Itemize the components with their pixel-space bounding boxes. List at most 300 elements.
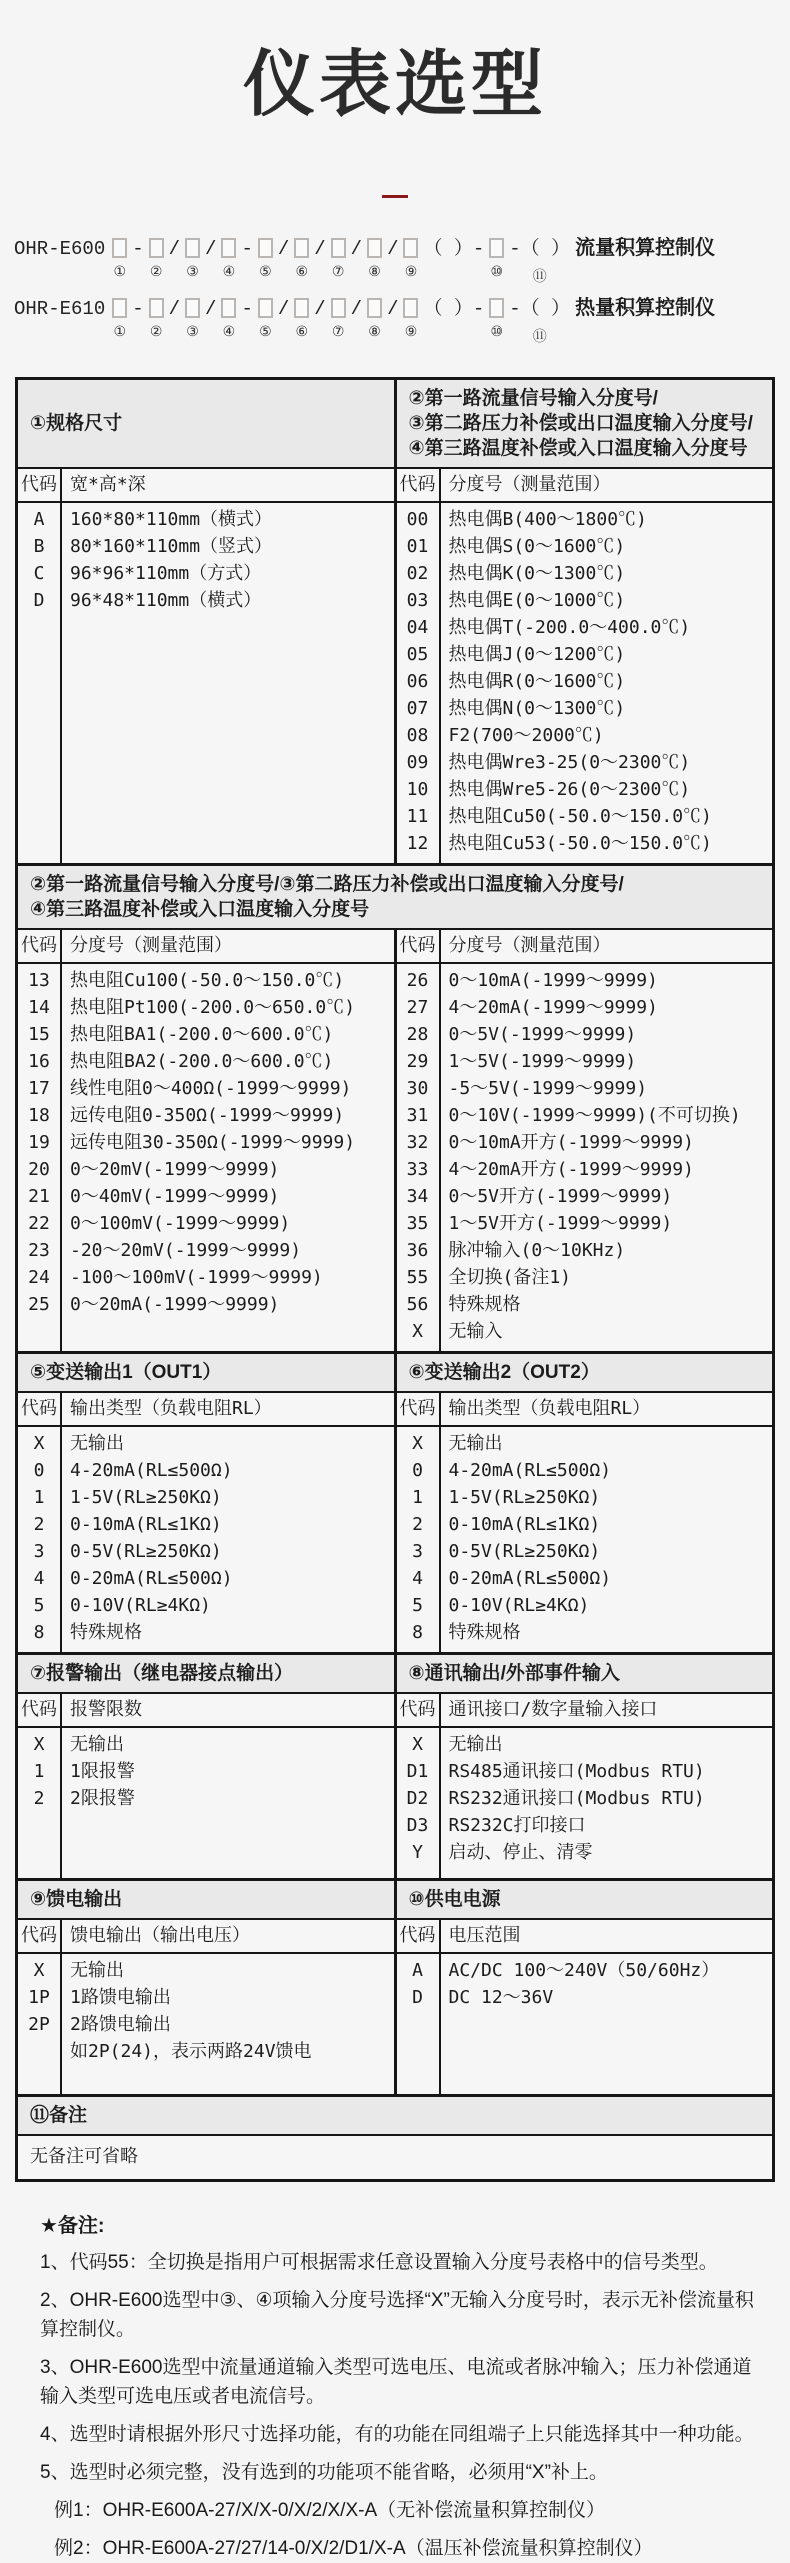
desc-column: [62, 1954, 394, 2094]
code-column-header: 代码: [18, 1694, 62, 1726]
code-cell: 23: [28, 1239, 50, 1261]
sub-header-half: [18, 469, 394, 501]
model-box-token: [363, 236, 386, 287]
notes-items: [40, 2248, 754, 2563]
model-line: [14, 236, 782, 287]
model-sep-token: [277, 296, 290, 347]
desc-column-header: 馈电输出（输出电压）: [70, 1924, 250, 1946]
desc-cell: 热电阻BA1(-200.0～600.0℃): [70, 1023, 334, 1045]
code-column: [18, 1728, 62, 1878]
desc-cell: 热电阻Cu53(-50.0～150.0℃): [448, 832, 712, 854]
desc-cell: 0～10V(-1999～9999)(不可切换): [448, 1104, 741, 1126]
code-cell: 01: [406, 535, 429, 557]
code-cell: 32: [406, 1131, 429, 1153]
desc-column: [441, 1427, 773, 1652]
section-header-text: [394, 1354, 773, 1391]
desc-cell: 0-10V(RL≥4KΩ): [70, 1594, 211, 1616]
code-cell: 36: [406, 1239, 429, 1261]
option-box: [185, 298, 200, 318]
code-column: [18, 964, 62, 1351]
circled-index: ②: [149, 263, 163, 280]
separator-text: -: [241, 297, 253, 320]
separator-text: /: [350, 237, 363, 260]
circled-index: [245, 268, 249, 287]
desc-cell: 4～20mA开方(-1999～9999): [448, 1158, 694, 1180]
circled-index: ③: [186, 323, 199, 340]
header-line: ⑩供电电源: [408, 1888, 501, 1910]
sub-header: [18, 930, 772, 964]
code-cell: 07: [406, 697, 429, 719]
sub-header-half: [394, 1920, 773, 1952]
model-box-token: [254, 236, 277, 287]
circled-index: [452, 268, 456, 287]
code-cell: 2P: [28, 2013, 50, 2035]
note-item: 4、选型时请根据外形尺寸选择功能，有的功能在同组端子上只能选择其中一种功能。: [40, 2423, 754, 2445]
code-cell: A: [33, 508, 45, 530]
data-half: [394, 1954, 773, 2094]
desc-cell: AC/DC 100～240V（50/60Hz）: [448, 1959, 720, 1981]
code-cell: 4: [33, 1567, 45, 1589]
desc-cell: 无输出: [448, 1432, 503, 1454]
circled-index: ⑥: [295, 263, 309, 280]
header-line: ⑤变送输出1（OUT1）: [30, 1361, 222, 1383]
option-box: [331, 238, 346, 258]
code-cell: 22: [28, 1212, 50, 1234]
code-column: [397, 1427, 441, 1652]
desc-cell: 如2P(24)，表示两路24V馈电: [70, 2040, 312, 2062]
desc-column-header: 通讯接口/数字量输入接口: [448, 1698, 658, 1720]
code-column: [397, 503, 441, 863]
code-cell: X: [33, 1733, 45, 1755]
code-column-header: 代码: [18, 1393, 62, 1425]
desc-cell: 热电偶B(400～1800℃): [448, 508, 647, 530]
desc-cell: 1-5V(RL≥250KΩ): [70, 1486, 222, 1508]
code-cell: 25: [28, 1293, 50, 1315]
separator-text: -: [241, 237, 253, 260]
desc-cell: DC 12～36V: [448, 1986, 554, 2008]
separator-text: -（ ）: [509, 237, 571, 260]
desc-cell: 1～5V开方(-1999～9999): [448, 1212, 673, 1234]
desc-cell: 热电阻Cu100(-50.0～150.0℃): [70, 969, 345, 991]
data-rows: [18, 1954, 772, 2094]
option-box: [489, 238, 504, 258]
section-header: [18, 380, 772, 469]
code-cell: B: [33, 535, 45, 557]
model-sep-token: [508, 296, 571, 347]
separator-text: /: [168, 237, 181, 260]
sub-header-half: [394, 469, 773, 501]
code-cell: 8: [412, 1621, 423, 1643]
note-item: 2、OHR-E600选型中③、④项输入分度号选择“X”无输入分度号时，表示无补偿流量积算控制仪。: [40, 2289, 754, 2340]
notes: [40, 2212, 754, 2563]
circled-index: ⑧: [368, 323, 381, 340]
model-sep-token: [240, 296, 253, 347]
separator-text: /: [350, 297, 363, 320]
desc-cell: 2限报警: [70, 1787, 135, 1809]
code-cell: [18, 2038, 60, 2065]
desc-column: [62, 1427, 394, 1652]
section-header-text: [18, 1881, 394, 1918]
table-section: [18, 863, 772, 1351]
code-cell: 11: [406, 805, 429, 827]
desc-cell: 0～5V(-1999～9999): [448, 1023, 637, 1045]
circled-index: [318, 328, 322, 347]
header-line: ⑦报警输出（继电器接点输出）: [30, 1662, 294, 1684]
sub-header-half: [18, 930, 394, 962]
code-column-header: 代码: [397, 930, 441, 962]
code-cell: 00: [406, 508, 429, 530]
code-column-header: 代码: [18, 469, 62, 501]
model-tokens: [108, 236, 571, 287]
desc-cell: 0～40mV(-1999～9999): [70, 1185, 280, 1207]
model-code: OHR-E600: [14, 237, 106, 260]
circled-index: ⑥: [295, 323, 309, 340]
desc-column-header: 电压范围: [448, 1924, 521, 1946]
circled-index: ⑪: [532, 268, 547, 285]
circled-index: [172, 268, 176, 287]
code-cell: X: [412, 1733, 423, 1755]
sub-header: [18, 1920, 772, 1954]
option-box: [403, 238, 418, 258]
data-half: [394, 503, 773, 863]
section-header-text: [394, 380, 773, 467]
code-cell: D: [33, 589, 45, 611]
remark-row: 无备注可省略: [30, 2145, 138, 2167]
separator-text: /: [387, 237, 399, 260]
separator-text: （ ）-: [423, 237, 485, 260]
model-sep-token: [422, 296, 485, 347]
desc-cell: 0～20mV(-1999～9999): [70, 1158, 280, 1180]
header-line: ②第一路流量信号输入分度号/: [408, 387, 658, 409]
separator-text: /: [387, 297, 399, 320]
desc-cell: 热电偶Wre5-26(0～2300℃): [448, 778, 691, 800]
sub-header: [18, 469, 772, 503]
option-box: [294, 238, 309, 258]
circled-index: ①: [113, 323, 126, 340]
code-cell: 2: [33, 1513, 45, 1535]
option-box: [367, 238, 382, 258]
header-line: ⑪备注: [30, 2104, 88, 2126]
code-cell: 14: [28, 996, 50, 1018]
header-line: ④第三路温度补偿或入口温度输入分度号: [408, 437, 748, 459]
section-header: [18, 2097, 772, 2136]
model-box-token: [181, 296, 204, 347]
option-box: [112, 238, 127, 258]
desc-column: [441, 1954, 773, 2094]
option-box: [403, 298, 418, 318]
separator-text: -: [132, 297, 144, 320]
desc-cell: RS232通讯接口(Modbus RTU): [448, 1787, 705, 1809]
separator-text: /: [277, 237, 290, 260]
code-cell: 1P: [28, 1986, 50, 2008]
section-header-text: [18, 1354, 394, 1391]
header-line: ④第三路温度补偿或入口温度输入分度号: [30, 898, 370, 920]
sub-header-half: [394, 1694, 773, 1726]
data-half: [394, 1427, 773, 1652]
circled-index: [136, 328, 140, 347]
code-cell: 0: [33, 1459, 45, 1481]
separator-text: /: [277, 297, 290, 320]
desc-cell: 无输入: [448, 1320, 503, 1342]
desc-cell: 特殊规格: [448, 1621, 521, 1643]
code-cell: X: [412, 1432, 423, 1454]
code-cell: 0: [412, 1459, 423, 1481]
data-half: [394, 964, 773, 1351]
desc-cell: 热电偶T(-200.0～400.0℃): [448, 616, 691, 638]
data-half: [394, 1728, 773, 1878]
model-box-token: [108, 296, 131, 347]
desc-cell: 4-20mA(RL≤500Ω): [70, 1459, 233, 1481]
header-line: ②第一路流量信号输入分度号/③第二路压力补偿或出口温度输入分度号/: [30, 873, 624, 895]
section-header: [18, 866, 772, 930]
code-column: [18, 503, 62, 863]
code-column: [397, 1954, 441, 2094]
model-sep-token: [313, 296, 326, 347]
code-column: [18, 1954, 62, 2094]
circled-index: ①: [113, 263, 126, 280]
circled-index: ⑦: [331, 323, 345, 340]
page-title: 仪表选型: [242, 45, 547, 125]
code-cell: 06: [406, 670, 429, 692]
code-cell: 31: [406, 1104, 429, 1126]
desc-cell: 热电偶J(0～1200℃): [448, 643, 626, 665]
code-cell: C: [33, 562, 45, 584]
sub-header-half: [394, 1393, 773, 1425]
code-cell: 13: [28, 969, 50, 991]
data-rows: [18, 1427, 772, 1652]
section-header-text: [18, 1655, 394, 1692]
circled-index: [209, 328, 213, 347]
separator-text: /: [314, 297, 326, 320]
circled-index: ⑩: [490, 263, 504, 280]
code-cell: 8: [33, 1621, 45, 1643]
separator-text: /: [205, 237, 217, 260]
desc-cell: 热电阻Cu50(-50.0～150.0℃): [448, 805, 712, 827]
model-sep-token: [350, 236, 363, 287]
header-line: ⑨馈电输出: [30, 1888, 123, 1910]
code-cell: 5: [412, 1594, 423, 1616]
model-box-token: [290, 236, 313, 287]
code-cell: 5: [33, 1594, 45, 1616]
table-section: [18, 2094, 772, 2179]
code-cell: 30: [406, 1077, 429, 1099]
desc-cell: 1限报警: [70, 1760, 135, 1782]
desc-cell: 0～10mA(-1999～9999): [448, 969, 658, 991]
code-cell: 19: [28, 1131, 50, 1153]
data-half: [18, 1427, 394, 1652]
code-cell: 12: [406, 832, 429, 854]
data-rows: [18, 503, 772, 863]
desc-cell: 0-10mA(RL≤1KΩ): [448, 1513, 601, 1535]
desc-cell: 热电阻Pt100(-200.0～650.0℃): [70, 996, 356, 1018]
desc-column-header: 分度号（测量范围）: [448, 934, 611, 956]
section-header: [18, 1655, 772, 1694]
model-sep-token: [204, 296, 217, 347]
desc-cell: 热电阻BA2(-200.0～600.0℃): [70, 1050, 334, 1072]
desc-cell: 80*160*110mm（竖式）: [70, 535, 273, 557]
code-cell: 27: [406, 996, 429, 1018]
code-cell: 26: [406, 969, 429, 991]
model-sep-token: [131, 296, 144, 347]
model-tokens: [108, 296, 571, 347]
circled-index: ④: [222, 323, 236, 340]
sub-header-half: [18, 1920, 394, 1952]
code-column: [397, 1728, 441, 1878]
desc-cell: 0～5V开方(-1999～9999): [448, 1185, 673, 1207]
note-example: 例2：OHR-E600A-27/27/14-0/X/2/D1/X-A（温压补偿流量积算控制仪）: [54, 2537, 653, 2559]
notes-heading: ★备注:: [40, 2214, 105, 2237]
sub-header: [18, 1694, 772, 1728]
code-cell: 35: [406, 1212, 429, 1234]
circled-index: [391, 268, 395, 287]
note-item: 1、代码55：全切换是指用户可根据需求任意设置输入分度号表格中的信号类型。: [40, 2251, 718, 2273]
desc-cell: 96*96*110mm（方式）: [70, 562, 262, 584]
code-cell: 1: [412, 1486, 423, 1508]
table-section: [18, 1351, 772, 1652]
circled-index: [354, 268, 358, 287]
code-cell: 2: [412, 1513, 423, 1535]
code-cell: D2: [406, 1787, 429, 1809]
desc-cell: 脉冲输入(0～10KHz): [448, 1239, 626, 1261]
circled-index: [318, 268, 322, 287]
model-sep-token: [204, 236, 217, 287]
sub-header-half: [18, 1393, 394, 1425]
desc-cell: 热电偶S(0～1600℃): [448, 535, 626, 557]
option-box: [489, 298, 504, 318]
model-box-token: [145, 296, 168, 347]
desc-column-header: 分度号（测量范围）: [448, 473, 611, 495]
circled-index: [391, 328, 395, 347]
data-half: [18, 964, 394, 1351]
code-cell: 33: [406, 1158, 429, 1180]
model-sep-token: [508, 236, 571, 287]
code-cell: 05: [406, 643, 429, 665]
option-box: [258, 238, 273, 258]
separator-text: /: [205, 297, 217, 320]
model-lines: [14, 236, 782, 347]
model-sep-token: [422, 236, 485, 287]
option-box: [149, 298, 164, 318]
desc-column-header: 宽*高*深: [70, 473, 146, 495]
section-header: [18, 1881, 772, 1920]
desc-cell: 0-10V(RL≥4KΩ): [448, 1594, 590, 1616]
desc-cell: 0-5V(RL≥250KΩ): [70, 1540, 222, 1562]
code-cell: 3: [412, 1540, 423, 1562]
model-sep-token: [240, 236, 253, 287]
model-sep-token: [386, 236, 399, 287]
desc-cell: 热电偶K(0～1300℃): [448, 562, 626, 584]
code-cell: 20: [28, 1158, 50, 1180]
model-box-token: [108, 236, 131, 287]
code-cell: 29: [406, 1050, 429, 1072]
desc-column: [62, 964, 394, 1351]
desc-cell: 无输出: [70, 1432, 124, 1454]
code-cell: 28: [406, 1023, 429, 1045]
option-box: [258, 298, 273, 318]
desc-cell: RS485通讯接口(Modbus RTU): [448, 1760, 705, 1782]
model-sep-token: [168, 236, 181, 287]
code-cell: X: [33, 1432, 45, 1454]
model-description: 热量积算控制仪: [575, 297, 716, 321]
separator-text: /: [168, 297, 181, 320]
desc-cell: RS232C打印接口: [448, 1814, 586, 1836]
code-cell: Y: [412, 1841, 423, 1863]
desc-cell: 线性电阻0～400Ω(-1999～9999): [70, 1077, 352, 1099]
option-box: [367, 298, 382, 318]
circled-index: [172, 328, 176, 347]
code-cell: 3: [33, 1540, 45, 1562]
desc-cell: 无输出: [448, 1733, 503, 1755]
model-box-token: [327, 236, 350, 287]
code-cell: 04: [406, 616, 429, 638]
header-line: ⑧通讯输出/外部事件输入: [408, 1662, 620, 1684]
code-cell: 16: [28, 1050, 50, 1072]
circled-index: ⑦: [331, 263, 345, 280]
desc-cell: 0～100mV(-1999～9999): [70, 1212, 291, 1234]
note-item: 5、选型时必须完整，没有选到的功能项不能省略，必须用“X”补上。: [40, 2461, 608, 2483]
circled-index: [281, 328, 285, 347]
circled-index: ⑪: [532, 328, 547, 345]
header-line: ③第二路压力补偿或出口温度输入分度号/: [408, 412, 753, 434]
model-box-token: [485, 236, 508, 287]
sub-header-half: [18, 1694, 394, 1726]
model-box-token: [217, 296, 240, 347]
desc-cell: 0-20mA(RL≤500Ω): [70, 1567, 233, 1589]
circled-index: ⑨: [404, 263, 418, 280]
desc-cell: 热电偶Wre3-25(0～2300℃): [448, 751, 691, 773]
note-item: 3、OHR-E600选型中流量通道输入类型可选电压、电流或者脉冲输入；压力补偿通道输入类型可选电压或者电流信号。: [40, 2356, 752, 2407]
table-section: [18, 1652, 772, 1878]
desc-cell: 特殊规格: [70, 1621, 142, 1643]
desc-column-header: 输出类型（负载电阻RL）: [70, 1397, 272, 1419]
header-line: ①规格尺寸: [30, 412, 123, 434]
circled-index: [354, 328, 358, 347]
desc-cell: 0～10mA开方(-1999～9999): [448, 1131, 694, 1153]
desc-cell: 4-20mA(RL≤500Ω): [448, 1459, 612, 1481]
code-cell: 15: [28, 1023, 50, 1045]
model-box-token: [217, 236, 240, 287]
section-header-text: [18, 380, 394, 467]
model-box-token: [363, 296, 386, 347]
circled-index: ⑩: [490, 323, 504, 340]
circled-index: [209, 268, 213, 287]
code-column-header: 代码: [397, 1393, 441, 1425]
desc-column: [62, 503, 394, 863]
code-cell: 09: [406, 751, 429, 773]
code-cell: 34: [406, 1185, 429, 1207]
desc-cell: F2(700～2000℃): [448, 724, 604, 746]
option-box: [331, 298, 346, 318]
option-box: [221, 238, 236, 258]
desc-cell: 远传电阻0-350Ω(-1999～9999): [70, 1104, 345, 1126]
desc-cell: 启动、停止、清零: [448, 1841, 593, 1863]
separator-text: -: [132, 237, 144, 260]
code-cell: 18: [28, 1104, 50, 1126]
circled-index: ⑤: [259, 323, 272, 340]
code-column: [18, 1427, 62, 1652]
code-column-header: 代码: [397, 1694, 441, 1726]
data-half: [18, 1728, 394, 1878]
model-box-token: [290, 296, 313, 347]
code-cell: 4: [412, 1567, 423, 1589]
code-cell: A: [412, 1959, 423, 1981]
section-header-text: [18, 2097, 772, 2134]
desc-cell: 1路馈电输出: [70, 1986, 171, 2008]
code-cell: 21: [28, 1185, 50, 1207]
table-section: [18, 380, 772, 863]
section-header-text: [18, 866, 772, 928]
model-sep-token: [131, 236, 144, 287]
